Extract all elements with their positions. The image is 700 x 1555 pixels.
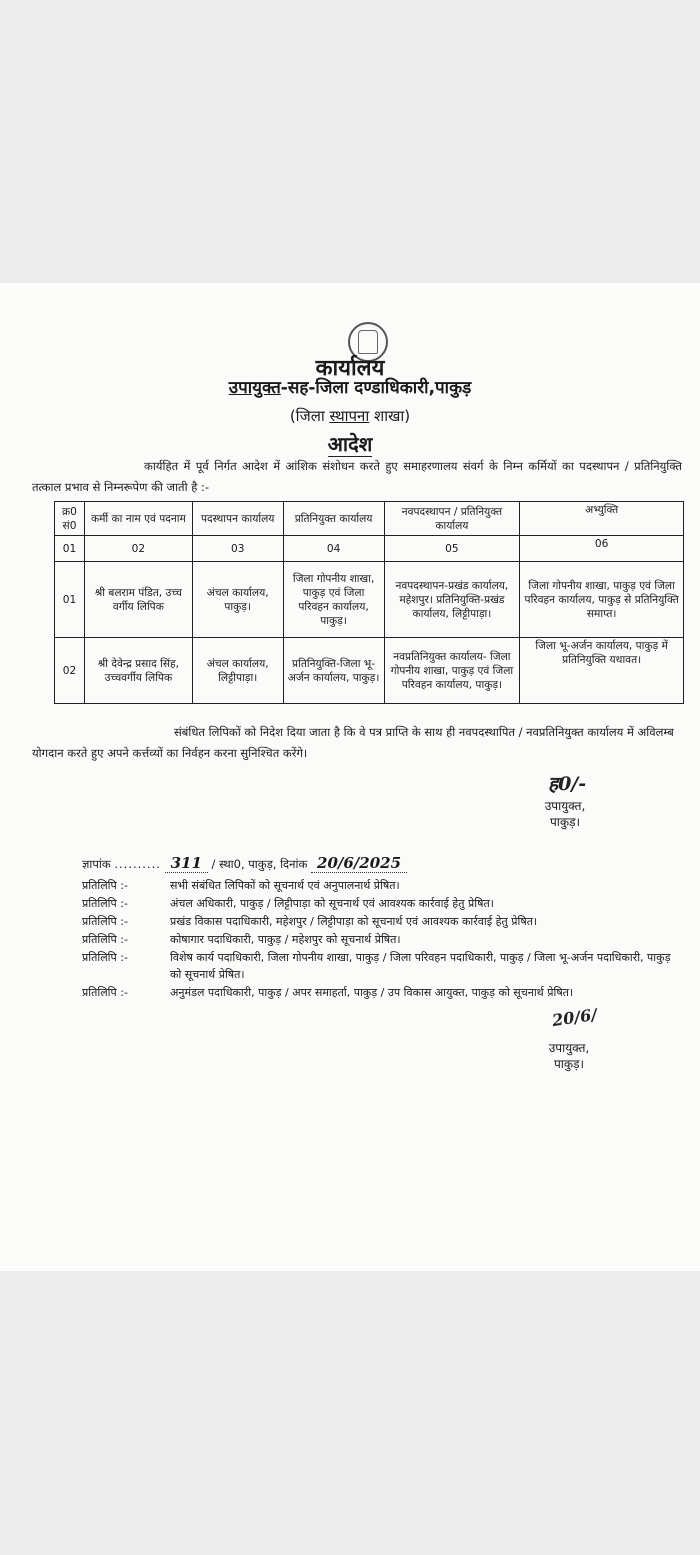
copy-text: सभी संबंधित लिपिकों को सूचनार्थ एवं अनुपालनार्थ प्रेषित। <box>170 879 400 892</box>
intro-paragraph: कार्यहित में पूर्व निर्गत आदेश में आंशिक संशोधन करते हुए समाहरणालय संवर्ग के निम्न कर्मियों का पदस्थापन / प्रतिनियुक्ति तत्काल प्रभाव से निम्नरूपेण की जाती है :- <box>32 459 682 494</box>
office-heading: कार्यालय <box>315 356 385 381</box>
list-item <box>82 931 682 948</box>
copy-label: प्रतिलिपि :- <box>82 879 128 892</box>
name-cell: श्री बलराम पंडित, उच्च वर्गीय लिपिक <box>84 562 192 638</box>
copy-text: प्रखंड विकास पदाधिकारी, महेशपुर / लिट्टीपाड़ा को सूचनार्थ एवं आवश्यक कार्रवाई हेतु प्रेषित। <box>170 915 538 928</box>
new-posting-cell: नवप्रतिनियुक्त कार्यालय- जिला गोपनीय शाखा, पाकुड़ एवं जिला परिवहन कार्यालय, पाकुड़। <box>384 638 520 704</box>
copy-label: प्रतिलिपि :- <box>82 915 128 928</box>
instruction-paragraph: संबंधित लिपिकों को निदेश दिया जाता है कि वे पत्र प्राप्ति के साथ ही नवपदस्थापित / नवप्रतिनियुक्त कार्यालय में अविलम्ब योगदान करते हुए अपने कर्त्तव्यों का निर्वहन करना सुनिश्चित करेंगे। <box>32 725 674 760</box>
copy-label: प्रतिलिपि :- <box>82 951 128 964</box>
branch-heading: (जिला स्थापना शाखा) <box>289 407 411 425</box>
copy-text: कोषागार पदाधिकारी, पाकुड़ / महेशपुर को सूचनार्थ प्रेषित। <box>170 933 401 946</box>
signatory-title: उपायुक्त, <box>548 1041 590 1055</box>
signatory-title: उपायुक्त, <box>544 799 586 813</box>
memo-suffix: / स्था0, पाकुड़, दिनांक <box>211 857 308 871</box>
memo-number: 311 <box>165 854 208 873</box>
serial-cell: 02 <box>55 638 85 704</box>
signatory-block <box>520 798 610 830</box>
remarks-cell: जिला भू-अर्जन कार्यालय, पाकुड़ में प्रतिनियुक्ति यथावत। <box>520 638 684 704</box>
table-row <box>55 562 684 638</box>
name-cell: श्री देवेन्द्र प्रसाद सिंह, उच्चवर्गीय लिपिक <box>84 638 192 704</box>
list-item <box>82 984 682 1001</box>
table-row <box>55 638 684 704</box>
header-cell: अभ्युक्ति <box>520 502 684 536</box>
column-number-row <box>55 536 684 562</box>
signatory-place: पाकुड़। <box>549 815 581 829</box>
column-number-cell: 02 <box>84 536 192 562</box>
column-number-cell: 06 <box>520 536 684 562</box>
column-number-cell: 03 <box>192 536 283 562</box>
authority-heading: उपायुक्त-सह-जिला दण्डाधिकारी,पाकुड़ <box>228 378 472 398</box>
header-cell: नवपदस्थापन / प्रतिनियुक्त कार्यालय <box>384 502 520 536</box>
column-number-cell: 04 <box>283 536 384 562</box>
signatory-place: पाकुड़। <box>553 1057 585 1071</box>
copy-text: अंचल अधिकारी, पाकुड़ / लिट्टीपाड़ा को सूचनार्थ एवं आवश्यक कार्रवाई हेतु प्रेषित। <box>170 897 494 910</box>
copy-label: प्रतिलिपि :- <box>82 986 128 999</box>
signature-scrawl: ह0/- <box>548 773 587 795</box>
remarks-cell: जिला गोपनीय शाखा, पाकुड़ एवं जिला परिवहन कार्यालय, पाकुड़ से प्रतिनियुक्ति समाप्त। <box>520 562 684 638</box>
signatory-block <box>524 1040 614 1072</box>
copy-text: विशेष कार्य पदाधिकारी, जिला गोपनीय शाखा, पाकुड़ / जिला परिवहन पदाधिकारी, पाकुड़ / जिला भू-अर्जन पदाधिकारी, पाकुड़ को सूचनार्थ प्रेषित। <box>170 951 671 981</box>
list-item <box>82 895 682 912</box>
header-cell: पदस्थापन कार्यालय <box>192 502 283 536</box>
posting-cell: अंचल कार्यालय, लिट्टीपाड़ा। <box>192 638 283 704</box>
deputed-cell: जिला गोपनीय शाखा, पाकुड़ एवं जिला परिवहन कार्यालय, पाकुड़। <box>283 562 384 638</box>
posting-table <box>54 501 684 704</box>
table-header-row <box>55 502 684 536</box>
header-cell: प्रतिनियुक्त कार्यालय <box>283 502 384 536</box>
list-item <box>82 913 682 930</box>
memo-line: ज्ञापांक .......... 311 / स्था0, पाकुड़, दिनांक 20/6/2025 <box>82 856 407 871</box>
deputed-cell: प्रतिनियुक्ति-जिला भू-अर्जन कार्यालय, पाकुड़। <box>283 638 384 704</box>
memo-label: ज्ञापांक <box>82 857 111 871</box>
new-posting-cell: नवपदस्थापन-प्रखंड कार्यालय, महेशपुर। प्रतिनियुक्ति-प्रखंड कार्यालय, लिट्टीपाड़ा। <box>384 562 520 638</box>
copy-text: अनुमंडल पदाधिकारी, पाकुड़ / अपर समाहर्ता, पाकुड़ / उप विकास आयुक्त, पाकुड़ को सूचनार्थ प्रेषित। <box>170 986 574 999</box>
serial-cell: 01 <box>55 562 85 638</box>
memo-date: 20/6/2025 <box>311 854 407 873</box>
header-cell: कर्मी का नाम एवं पदनाम <box>84 502 192 536</box>
header-cell: क्र0 सं0 <box>55 502 85 536</box>
copy-list <box>82 877 682 1002</box>
order-title: आदेश <box>327 432 373 456</box>
posting-cell: अंचल कार्यालय, पाकुड़। <box>192 562 283 638</box>
column-number-cell: 05 <box>384 536 520 562</box>
list-item <box>82 877 682 894</box>
copy-label: प्रतिलिपि :- <box>82 897 128 910</box>
list-item <box>82 949 682 983</box>
column-number-cell: 01 <box>55 536 85 562</box>
signature-scrawl: 20/6/ <box>550 1004 599 1031</box>
copy-label: प्रतिलिपि :- <box>82 933 128 946</box>
